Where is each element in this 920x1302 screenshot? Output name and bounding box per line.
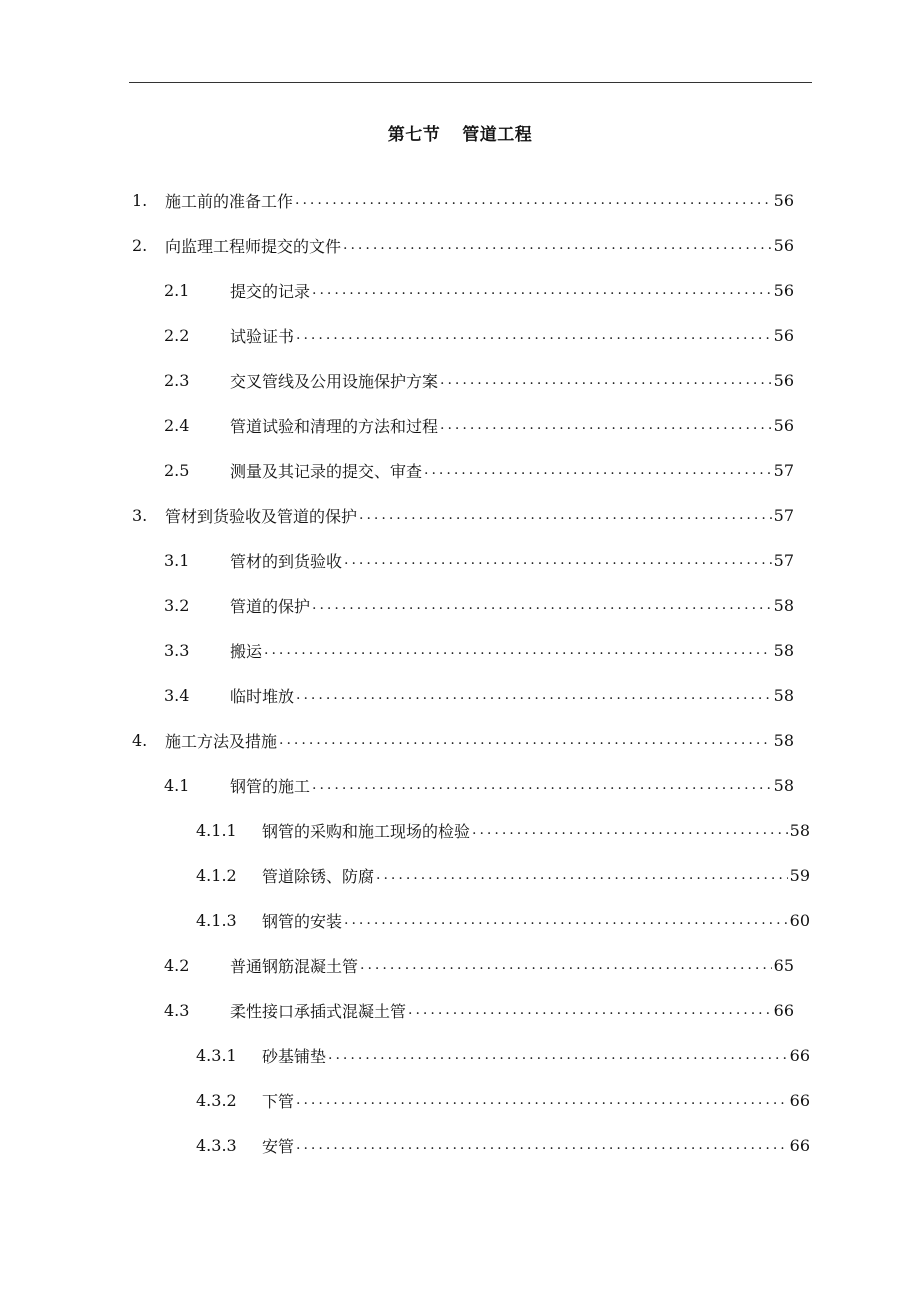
toc-entry-page-number: 58 (789, 820, 810, 840)
toc-dot-leader (344, 908, 788, 932)
toc-entry-page-number: 58 (773, 595, 794, 615)
toc-entry[interactable] (196, 1133, 810, 1157)
toc-entry-title: 钢管的采购和施工现场的检验 (262, 821, 471, 841)
toc-entry[interactable] (164, 368, 794, 392)
toc-entry[interactable] (196, 1043, 810, 1067)
toc-dot-leader (295, 188, 772, 212)
toc-entry[interactable] (164, 998, 794, 1022)
toc-entry-page-number: 59 (789, 865, 810, 885)
toc-entry-number: 3.4 (164, 685, 190, 705)
toc-entry-title: 柔性接口承插式混凝土管 (230, 1001, 407, 1021)
toc-entry-number: 2.3 (164, 370, 190, 390)
toc-entry-page-number: 58 (773, 685, 794, 705)
toc-entry[interactable] (196, 1088, 810, 1112)
toc-dot-leader (312, 773, 772, 797)
section-name: 管道工程 (462, 125, 533, 145)
toc-entry-page-number: 56 (773, 325, 794, 345)
toc-entry[interactable] (196, 908, 810, 932)
toc-entry-page-number: 56 (773, 415, 794, 435)
toc-entry-number: 4.3.2 (196, 1090, 237, 1110)
toc-entry-number: 4.1.1 (196, 820, 237, 840)
toc-entry[interactable] (164, 953, 794, 977)
toc-entry-title: 临时堆放 (230, 686, 295, 706)
toc-entry-page-number: 66 (773, 1000, 794, 1020)
toc-entry-title: 管道试验和清理的方法和过程 (230, 416, 439, 436)
toc-entry-page-number: 66 (789, 1090, 810, 1110)
toc-entry[interactable] (196, 863, 810, 887)
toc-entry-title: 管道的保护 (230, 596, 311, 616)
toc-entry-title: 管材到货验收及管道的保护 (165, 506, 358, 526)
toc-entry-number: 3.1 (164, 550, 190, 570)
toc-dot-leader (279, 728, 772, 752)
toc-entry-number: 3.3 (164, 640, 190, 660)
toc-entry-page-number: 58 (773, 775, 794, 795)
toc-dot-leader (312, 593, 772, 617)
toc-entry[interactable] (132, 233, 794, 257)
toc-entry[interactable] (164, 683, 794, 707)
toc-dot-leader (296, 1133, 788, 1157)
toc-entry-number: 2.5 (164, 460, 190, 480)
toc-entry[interactable] (164, 458, 794, 482)
toc-entry[interactable] (164, 323, 794, 347)
toc-entry-number: 3. (132, 505, 148, 525)
toc-entry-page-number: 56 (773, 280, 794, 300)
toc-entry-title: 下管 (262, 1091, 295, 1111)
toc-entry[interactable] (164, 773, 794, 797)
toc-entry-title: 向监理工程师提交的文件 (165, 236, 342, 256)
toc-entry-page-number: 56 (773, 190, 794, 210)
toc-entry-number: 2.1 (164, 280, 190, 300)
toc-dot-leader (264, 638, 772, 662)
toc-entry-page-number: 66 (789, 1135, 810, 1155)
toc-dot-leader (440, 413, 772, 437)
toc-entry-number: 4.3.1 (196, 1045, 237, 1065)
toc-entry-title: 提交的记录 (230, 281, 311, 301)
toc-dot-leader (424, 458, 772, 482)
toc-entry-title: 普通钢筋混凝土管 (230, 956, 359, 976)
toc-entry-page-number: 56 (773, 235, 794, 255)
toc-dot-leader (312, 278, 772, 302)
toc-entry[interactable] (164, 638, 794, 662)
toc-dot-leader (359, 503, 772, 527)
toc-dot-leader (296, 683, 772, 707)
toc-entry-number: 4.1.3 (196, 910, 237, 930)
toc-entry-number: 4.1.2 (196, 865, 237, 885)
toc-entry-title: 砂基铺垫 (262, 1046, 327, 1066)
section-number: 第七节 (387, 125, 441, 145)
toc-entry-page-number: 66 (789, 1045, 810, 1065)
toc-entry-number: 2. (132, 235, 148, 255)
toc-dot-leader (296, 323, 772, 347)
toc-dot-leader (343, 233, 772, 257)
toc-dot-leader (328, 1043, 788, 1067)
toc-dot-leader (376, 863, 788, 887)
toc-entry-title: 试验证书 (230, 326, 295, 346)
toc-entry-page-number: 60 (789, 910, 810, 930)
toc-entry-title: 安管 (262, 1136, 295, 1156)
toc-entry[interactable] (164, 278, 794, 302)
toc-entry-title: 测量及其记录的提交、审查 (230, 461, 423, 481)
toc-entry-number: 4.2 (164, 955, 190, 975)
toc-entry-title: 钢管的施工 (230, 776, 311, 796)
toc-entry-page-number: 65 (773, 955, 794, 975)
toc-entry-title: 管材的到货验收 (230, 551, 343, 571)
toc-entry-title: 搬运 (230, 641, 263, 661)
toc-entry-number: 2.2 (164, 325, 190, 345)
toc-entry-page-number: 57 (773, 550, 794, 570)
toc-entry-page-number: 57 (773, 460, 794, 480)
toc-entry-title: 施工前的准备工作 (165, 191, 294, 211)
toc-dot-leader (408, 998, 772, 1022)
toc-entry-title: 管道除锈、防腐 (262, 866, 375, 886)
toc-dot-leader (344, 548, 772, 572)
toc-entry[interactable] (132, 503, 794, 527)
toc-entry[interactable] (164, 413, 794, 437)
toc-entry-title: 施工方法及措施 (165, 731, 278, 751)
toc-entry-title: 钢管的安装 (262, 911, 343, 931)
toc-entry-number: 4.3.3 (196, 1135, 237, 1155)
toc-entry-number: 4. (132, 730, 148, 750)
toc-entry[interactable] (132, 188, 794, 212)
toc-entry-title: 交叉管线及公用设施保护方案 (230, 371, 439, 391)
toc-entry[interactable] (164, 593, 794, 617)
toc-entry-page-number: 56 (773, 370, 794, 390)
toc-dot-leader (296, 1088, 788, 1112)
toc-entry-number: 3.2 (164, 595, 190, 615)
toc-entry-page-number: 58 (773, 730, 794, 750)
toc-dot-leader (472, 818, 788, 842)
toc-entry[interactable] (196, 818, 810, 842)
toc-dot-leader (360, 953, 772, 977)
toc-entry-number: 2.4 (164, 415, 190, 435)
toc-entry-number: 4.3 (164, 1000, 190, 1020)
toc-entry-number: 1. (132, 190, 148, 210)
toc-entry-number: 4.1 (164, 775, 190, 795)
toc-entry-page-number: 58 (773, 640, 794, 660)
toc-entry[interactable] (132, 728, 794, 752)
toc-entry-page-number: 57 (773, 505, 794, 525)
toc-entry[interactable] (164, 548, 794, 572)
toc-dot-leader (440, 368, 772, 392)
